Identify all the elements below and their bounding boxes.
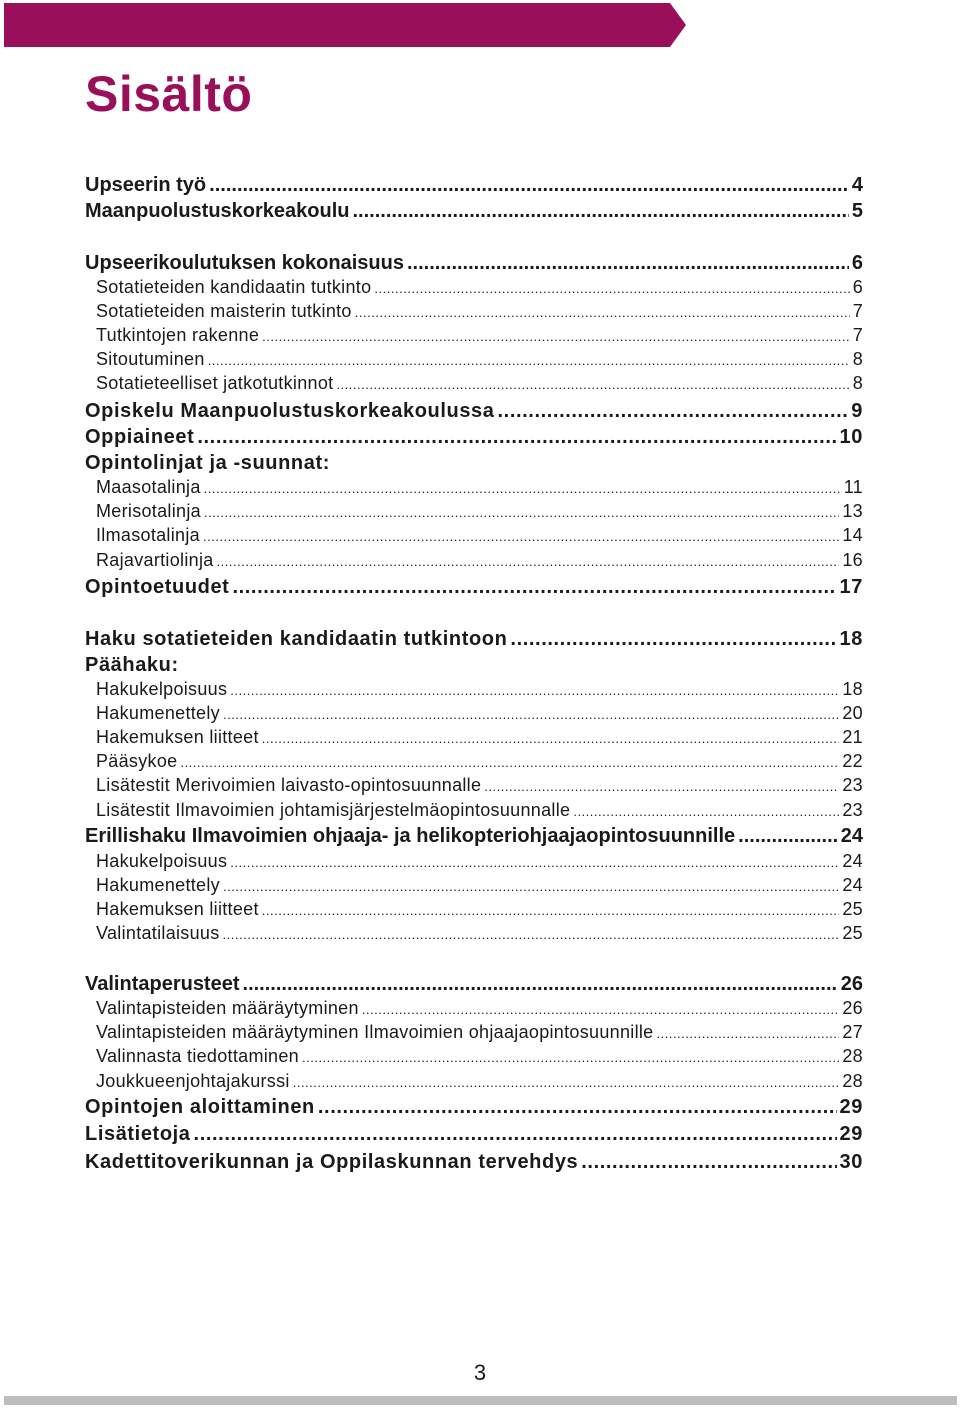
toc-leader-dots [230,683,839,698]
toc-leader-dots [243,973,838,996]
toc-entry[interactable] [96,349,863,370]
toc-entry-page: 14 [842,525,863,545]
toc-entry[interactable] [85,1096,863,1119]
toc-entry-page: 8 [852,349,863,369]
toc-entry-label: Hakumenettely [96,875,220,895]
toc-entry-page: 25 [842,923,863,943]
toc-entry-label: Hakemuksen liitteet [96,899,259,919]
toc-entry-label: Kadettitoverikunnan ja Oppilaskunnan tervehdys [85,1151,579,1173]
toc-leader-dots [230,855,839,870]
toc-entry-page: 16 [842,550,863,570]
toc-entry[interactable] [96,751,863,772]
toc-leader-dots [510,628,836,651]
bottom-bar [4,1396,957,1405]
toc-entry-page: 20 [842,703,863,723]
toc-entry-page: 4 [851,174,863,196]
toc-entry-page: 30 [839,1151,863,1173]
toc-entry[interactable] [96,727,863,748]
toc-leader-dots [581,1151,836,1174]
toc-entry-label: Sitoutuminen [96,349,205,369]
toc-entry-page: 5 [851,200,863,222]
toc-entry[interactable] [96,1046,863,1067]
toc-entry[interactable] [96,477,863,498]
toc-entry-label: Sotatieteiden kandidaatin tutkinto [96,277,372,297]
toc-entry[interactable] [85,452,863,475]
toc-entry-page: 8 [852,373,863,393]
toc-entry-page: 22 [842,751,863,771]
toc-entry-page: 27 [842,1022,863,1042]
top-banner [4,3,686,47]
toc-leader-dots [656,1026,839,1041]
toc-entry[interactable] [96,1022,863,1043]
toc-entry-label: Haku sotatieteiden kandidaatin tutkintoon [85,628,508,650]
toc-entry[interactable] [96,998,863,1019]
toc-entry[interactable] [96,775,863,796]
toc-entry[interactable] [96,301,863,322]
toc-entry-label: Rajavartiolinja [96,550,214,570]
toc-leader-dots [180,755,839,770]
page-title: Sisältö [85,66,253,122]
toc-leader-dots [318,1096,837,1119]
toc-entry-page: 29 [839,1096,863,1118]
toc-entry-page: 25 [842,899,863,919]
toc-entry-label: Sotatieteelliset jatkotutkinnot [96,373,334,393]
toc-entry[interactable] [85,252,863,275]
toc-entry[interactable] [85,174,863,197]
toc-entry[interactable] [96,373,863,394]
toc-leader-dots [204,481,841,496]
toc-leader-dots [262,329,850,344]
toc-entry-label: Lisätietoja [85,1123,191,1145]
toc-entry-label: Pääsykoe [96,751,178,771]
toc-leader-dots [484,779,839,794]
toc-entry-label: Opintolinjat ja -suunnat: [85,452,330,474]
toc-entry-label: Valinnasta tiedottaminen [96,1046,299,1066]
toc-entry-label: Lisätestit Ilmavoimien johtamisjärjestelmäopintosuunnalle [96,800,571,820]
toc-entry[interactable] [96,277,863,298]
toc-entry-label: Joukkueenjohtajakurssi [96,1071,290,1091]
toc-leader-dots [336,377,849,392]
toc-entry-page: 26 [840,973,863,995]
toc-leader-dots [293,1075,840,1090]
toc-entry[interactable] [96,899,863,920]
toc-leader-dots [374,281,849,296]
toc-entry-label: Upseerikoulutuksen kokonaisuus [85,252,404,274]
toc-entry-page: 24 [842,851,863,871]
toc-leader-dots [738,825,838,848]
toc-leader-dots [262,731,840,746]
toc-entry-page: 9 [851,400,863,422]
toc-entry[interactable] [85,1151,863,1174]
page-number: 3 [473,1360,487,1385]
toc-entry[interactable] [96,525,863,546]
toc-leader-dots [203,529,839,544]
toc-leader-dots [194,1123,837,1146]
toc-leader-dots [353,200,849,223]
toc-entry-label: Hakumenettely [96,703,220,723]
toc-entry-page: 23 [842,800,863,820]
toc-entry[interactable] [85,1123,863,1146]
toc-entry-label: Päähaku: [85,654,179,676]
toc-entry-label: Upseerin työ [85,174,207,196]
toc-entry-page: 18 [839,628,863,650]
toc-entry-page: 18 [842,679,863,699]
toc-entry-page: 26 [842,998,863,1018]
toc-entry-page: 7 [852,325,863,345]
toc-entry-label: Maasotalinja [96,477,201,497]
toc-leader-dots [232,576,836,599]
toc-entry-page: 24 [842,875,863,895]
toc-entry[interactable] [85,973,863,996]
toc-entry[interactable] [96,501,863,522]
toc-leader-dots [573,804,839,819]
toc-entry-label: Sotatieteiden maisterin tutkinto [96,301,352,321]
toc-entry-page: 7 [852,301,863,321]
toc-entry[interactable] [96,851,863,872]
toc-leader-dots [217,554,840,569]
toc-entry[interactable] [96,325,863,346]
toc-entry[interactable] [96,703,863,724]
toc-entry[interactable] [96,1071,863,1092]
toc-entry-label: Valintatilaisuus [96,923,220,943]
toc-entry[interactable] [85,628,863,651]
toc-entry-page: 29 [839,1123,863,1145]
toc-entry-page: 23 [842,775,863,795]
toc-entry-page: 6 [851,252,863,274]
toc-entry-label: Lisätestit Merivoimien laivasto-opintosuunnalle [96,775,482,795]
toc-entry[interactable] [96,875,863,896]
toc-entry-page: 24 [840,825,863,847]
toc-entry-page: 17 [839,576,863,598]
toc-entry[interactable] [96,679,863,700]
toc-entry-label: Ilmasotalinja [96,525,200,545]
toc-leader-dots [262,903,840,918]
toc-entry-label: Oppiaineet [85,426,195,448]
toc-leader-dots [498,400,849,423]
toc-leader-dots [362,1002,840,1017]
toc-leader-dots [302,1050,839,1065]
toc-entry[interactable] [85,200,863,223]
toc-entry[interactable] [85,825,863,848]
toc-entry-page: 6 [852,277,863,297]
toc-entry[interactable] [85,400,863,423]
toc-entry[interactable] [85,576,863,599]
toc-entry[interactable] [96,923,863,944]
toc-entry-label: Hakukelpoisuus [96,679,228,699]
toc-entry-label: Maanpuolustuskorkeakoulu [85,200,350,222]
toc-entry-page: 21 [842,727,863,747]
toc-leader-dots [209,174,849,197]
toc-entry[interactable] [85,426,863,449]
toc-entry-label: Merisotalinja [96,501,201,521]
toc-entry-page: 28 [842,1046,863,1066]
toc-entry-label: Hakukelpoisuus [96,851,228,871]
toc-entry-page: 13 [842,501,863,521]
toc-leader-dots [355,305,850,320]
toc-leader-dots [204,505,839,520]
toc-entry-page: 10 [839,426,863,448]
toc-leader-dots [223,879,839,894]
toc-leader-dots [223,707,839,722]
toc-leader-dots [208,353,850,368]
toc-leader-dots [407,252,849,275]
toc-entry-label: Hakemuksen liitteet [96,727,259,747]
toc-entry[interactable] [85,654,863,677]
toc-entry-label: Opintojen aloittaminen [85,1096,315,1118]
toc-entry-label: Valintaperusteet [85,973,240,995]
toc-entry-label: Valintapisteiden määräytyminen Ilmavoimien ohjaajaopintosuunnille [96,1022,654,1042]
toc-entry-label: Tutkintojen rakenne [96,325,260,345]
toc-entry-label: Opiskelu Maanpuolustuskorkeakoulussa [85,400,495,422]
toc-entry-page: 11 [843,477,863,497]
toc-entry-label: Opintoetuudet [85,576,230,598]
toc-leader-dots [223,927,840,942]
toc-entry-label: Erillishaku Ilmavoimien ohjaaja- ja helikopteriohjaajaopintosuunnille [85,825,736,847]
toc-entry[interactable] [96,550,863,571]
toc-leader-dots [197,426,836,449]
toc-entry-label: Valintapisteiden määräytyminen [96,998,359,1018]
toc-entry-page: 28 [842,1071,863,1091]
toc-entry[interactable] [96,800,863,821]
